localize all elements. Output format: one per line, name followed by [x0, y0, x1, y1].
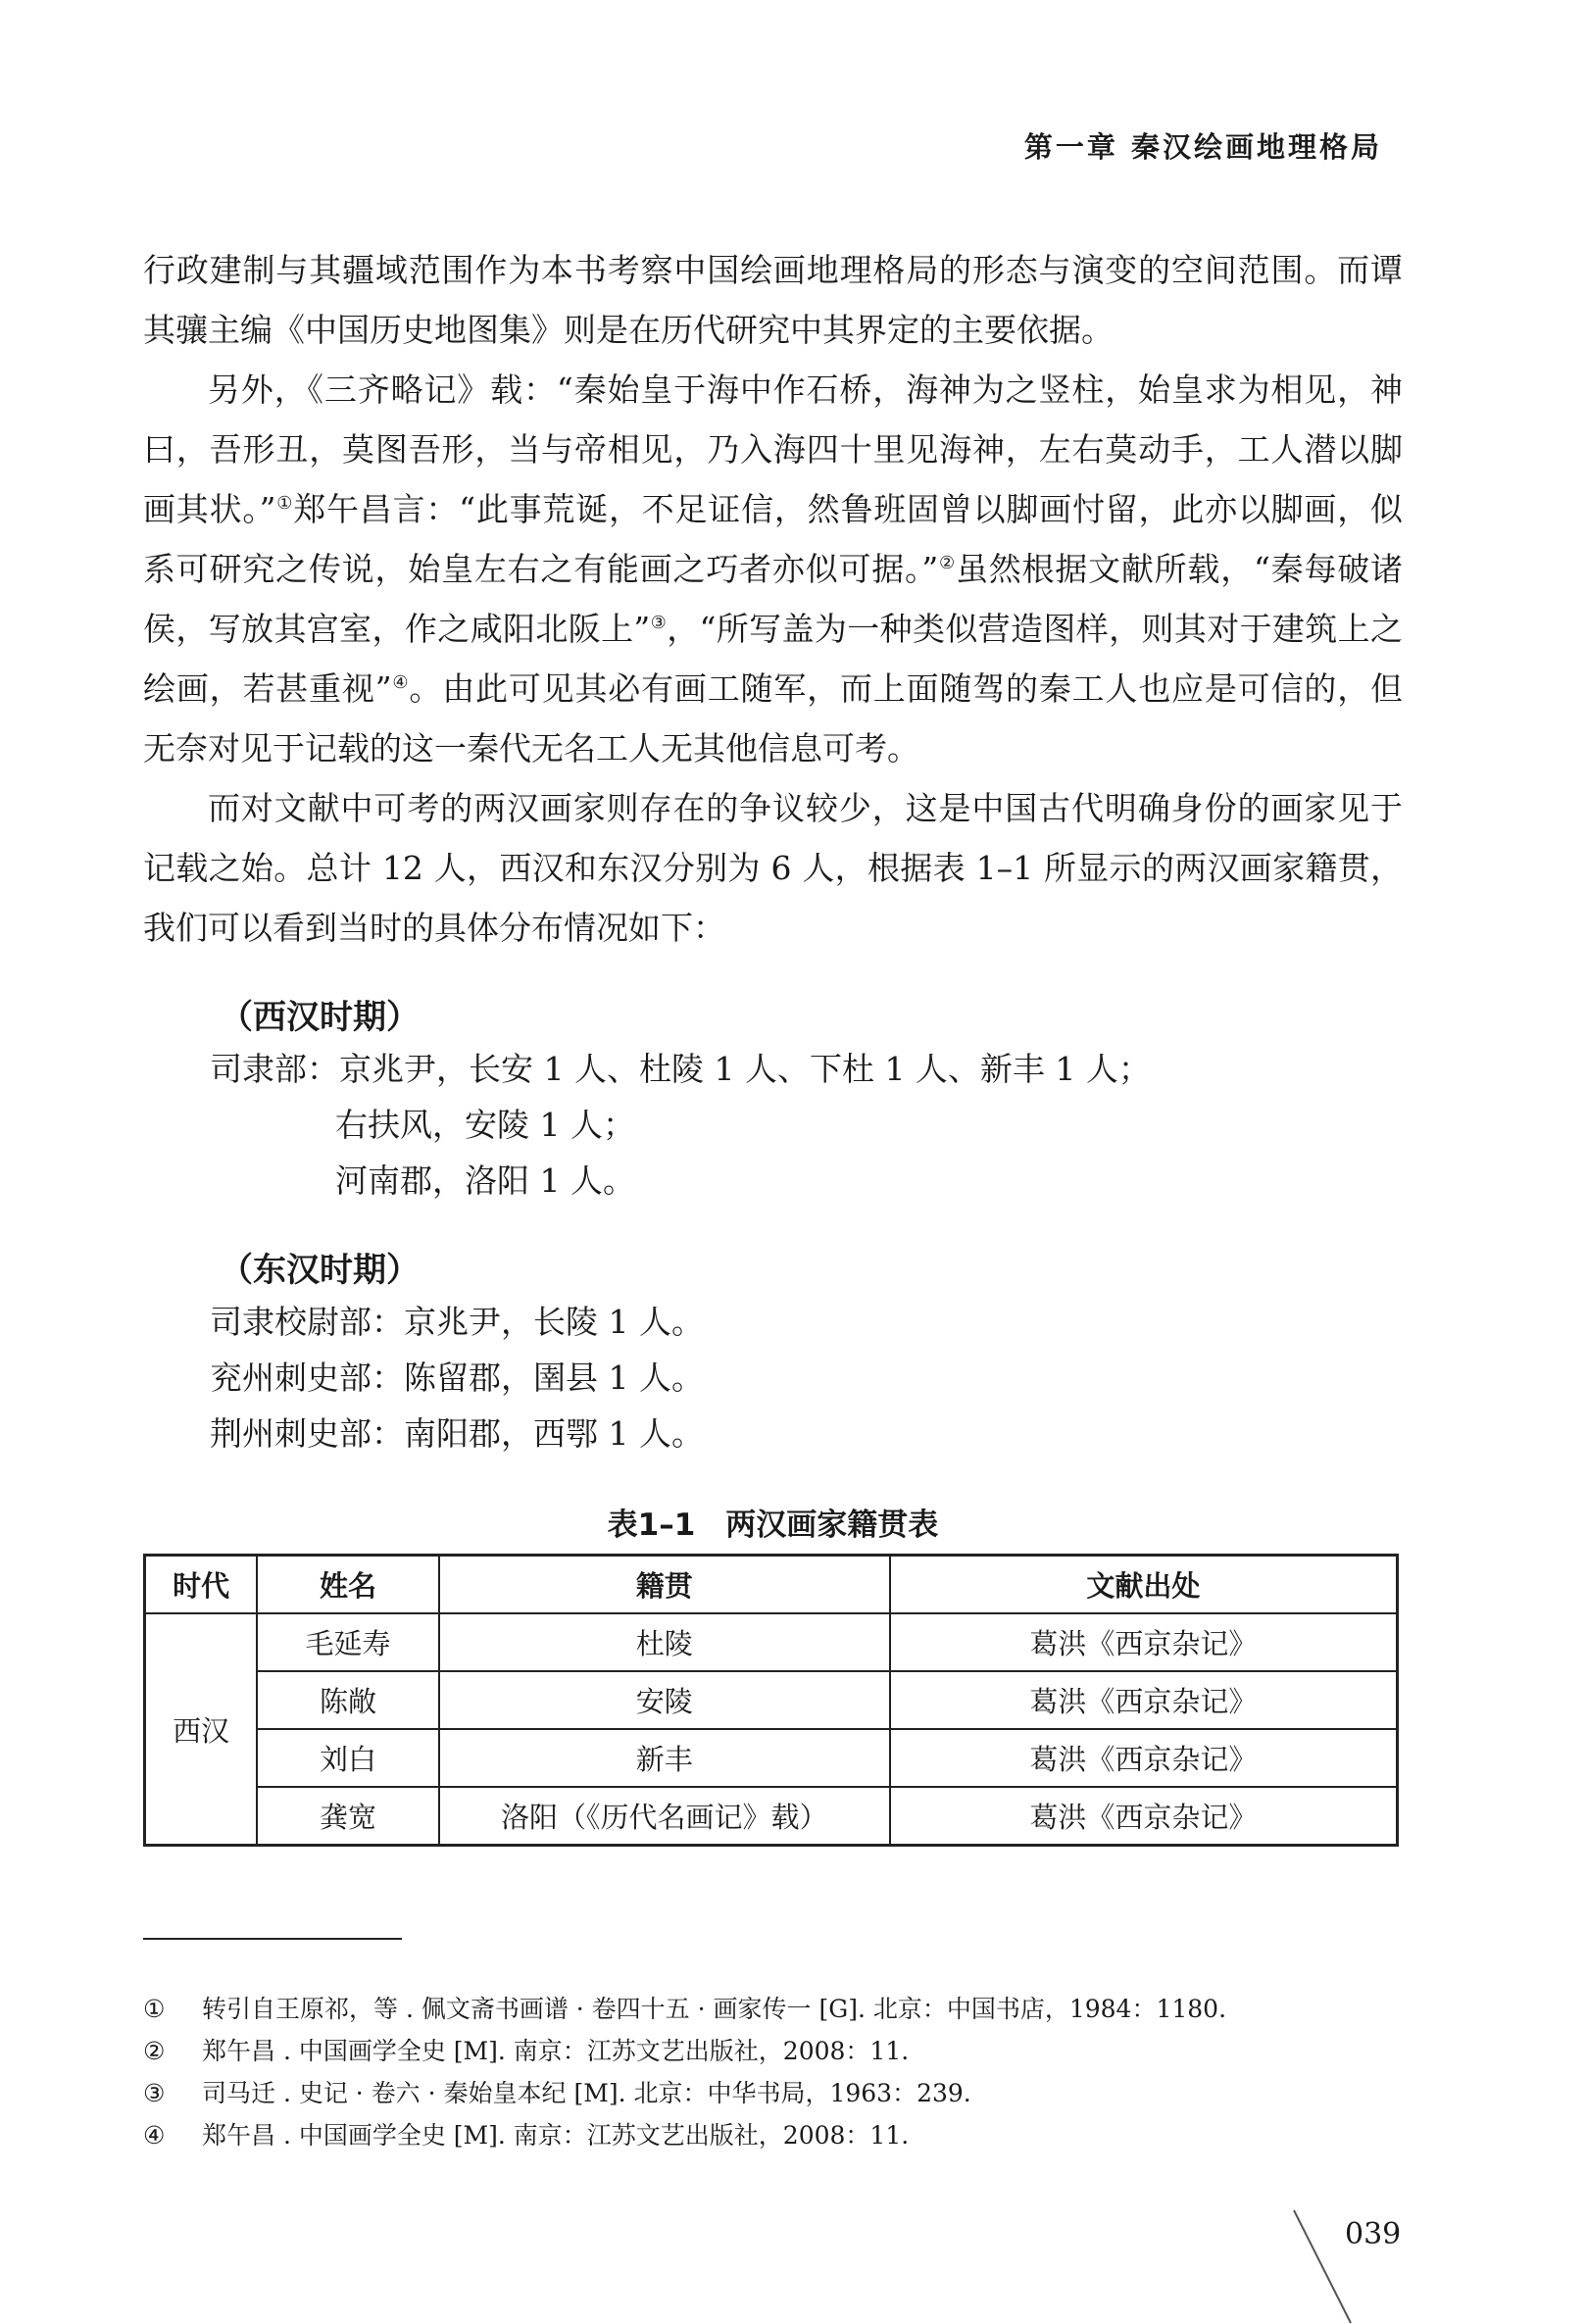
footnote-text: 转引自王原祁，等 . 佩文斋书画谱 · 卷四十五 · 画家传一 [G]. 北京：中国书店，1984：1180.	[202, 1995, 1227, 2023]
footnote-2	[143, 2032, 909, 2067]
footnote-3	[143, 2074, 971, 2109]
header-source: 文献出处	[890, 1556, 1398, 1614]
western-han-title: （西汉时期）	[220, 998, 420, 1037]
source-cell: 葛洪《西京杂记》	[890, 1729, 1398, 1787]
footnote-1	[143, 1990, 1226, 2025]
eastern-han-line-3: 荆州刺史部：南阳郡，西鄂 1 人。	[210, 1414, 704, 1453]
footnote-text: 郑午昌 . 中国画学全史 [M]. 南京：江苏文艺出版社，2008：11.	[202, 2121, 910, 2150]
western-han-line-2: 右扶风，安陵 1 人；	[335, 1106, 635, 1144]
paragraph-2-part-d: ，“所写盖为一种类似营造图样，则其对于建筑上之绘画，若甚重视”	[143, 610, 1404, 708]
eastern-han-line-1: 司隶校尉部：京兆尹，长陵 1 人。	[210, 1303, 704, 1341]
name-cell: 刘白	[257, 1729, 439, 1787]
table-caption: 表1–1 两汉画家籍贯表	[607, 1508, 939, 1543]
name-cell: 龚宽	[257, 1787, 439, 1846]
name-cell: 陈敞	[257, 1671, 439, 1729]
eastern-han-title: （东汉时期）	[220, 1251, 420, 1290]
footnote-mark: ②	[143, 2037, 166, 2065]
eastern-han-line-2: 兖州刺史部：陈留郡，圉县 1 人。	[210, 1359, 704, 1397]
era-cell: 西汉	[145, 1613, 258, 1846]
source-cell: 葛洪《西京杂记》	[890, 1787, 1398, 1846]
origin-cell: 新丰	[439, 1729, 890, 1787]
footnote-ref-1[interactable]: ①	[275, 493, 294, 514]
table-row	[145, 1613, 1398, 1671]
footnote-ref-4[interactable]: ④	[391, 672, 410, 693]
header-era: 时代	[145, 1556, 258, 1614]
paragraph-2-part-c: 虽然根据文献所载，“秦每破诸侯，写放其宫室，作之咸阳北阪上”	[143, 550, 1404, 648]
footnote-mark: ④	[143, 2121, 166, 2150]
source-cell: 葛洪《西京杂记》	[890, 1671, 1398, 1729]
origin-cell: 杜陵	[439, 1613, 890, 1671]
header-origin: 籍贯	[439, 1556, 890, 1614]
header-name: 姓名	[257, 1556, 439, 1614]
paragraph-3: 而对文献中可考的两汉画家则存在的争议较少，这是中国古代明确身份的画家见于记载之始。总计 12 人，西汉和东汉分别为 6 人，根据表 1–1 所显示的两汉画家籍贯，我们可以看到当时的具体分布情况如下：	[143, 789, 1403, 947]
source-cell: 葛洪《西京杂记》	[890, 1613, 1398, 1671]
body-text	[143, 240, 1403, 958]
page-number: 039	[1345, 2217, 1402, 2251]
table-row	[145, 1671, 1398, 1729]
table-row	[145, 1729, 1398, 1787]
footnote-text: 郑午昌 . 中国画学全史 [M]. 南京：江苏文艺出版社，2008：11.	[202, 2037, 910, 2065]
painters-origin-table	[143, 1554, 1399, 1847]
paragraph-2-part-a: 另外，《三齐略记》载：“秦始皇于海中作石桥，海神为之竖柱，始皇求为相见，神曰，吾形丑，莫图吾形，当与帝相见，乃入海四十里见海神，左右莫动手，工人潜以脚画其状。”	[143, 371, 1403, 528]
footnote-ref-2[interactable]: ②	[938, 553, 956, 573]
footnote-mark: ①	[143, 1995, 166, 2023]
paragraph-2-part-b: 郑午昌言：“此事荒诞，不足证信，然鲁班固曾以脚画忖留，此亦以脚画，似系可研究之传说，始皇左右之有能画之巧者亦似可据。”	[143, 490, 1404, 588]
paragraph-2-part-e: 。由此可见其必有画工随军，而上面随驾的秦工人也应是可信的，但无奈对见于记载的这一秦代无名工人无其他信息可考。	[143, 669, 1404, 767]
western-han-line-1: 司隶部：京兆尹，长安 1 人、杜陵 1 人、下杜 1 人、新丰 1 人；	[210, 1050, 1151, 1088]
western-han-line-3: 河南郡，洛阳 1 人。	[335, 1162, 635, 1200]
table-header-row	[145, 1556, 1398, 1614]
footnote-mark: ③	[143, 2079, 166, 2107]
footnote-divider	[143, 1938, 402, 1940]
table-row	[145, 1787, 1398, 1846]
origin-cell: 洛阳（《历代名画记》载）	[439, 1787, 890, 1846]
running-header: 第一章 秦汉绘画地理格局	[1023, 130, 1382, 164]
origin-cell: 安陵	[439, 1671, 890, 1729]
name-cell: 毛延寿	[257, 1613, 439, 1671]
footnote-4	[143, 2116, 909, 2151]
paragraph-1: 行政建制与其疆域范围作为本书考察中国绘画地理格局的形态与演变的空间范围。而谭其骧主编《中国历史地图集》则是在历代研究中其界定的主要依据。	[143, 251, 1403, 349]
footnote-text: 司马迁 . 史记 · 卷六 · 秦始皇本纪 [M]. 北京：中华书局，1963：239.	[202, 2079, 971, 2107]
footnote-ref-3[interactable]: ③	[650, 613, 668, 633]
paragraph-2	[143, 360, 1403, 778]
